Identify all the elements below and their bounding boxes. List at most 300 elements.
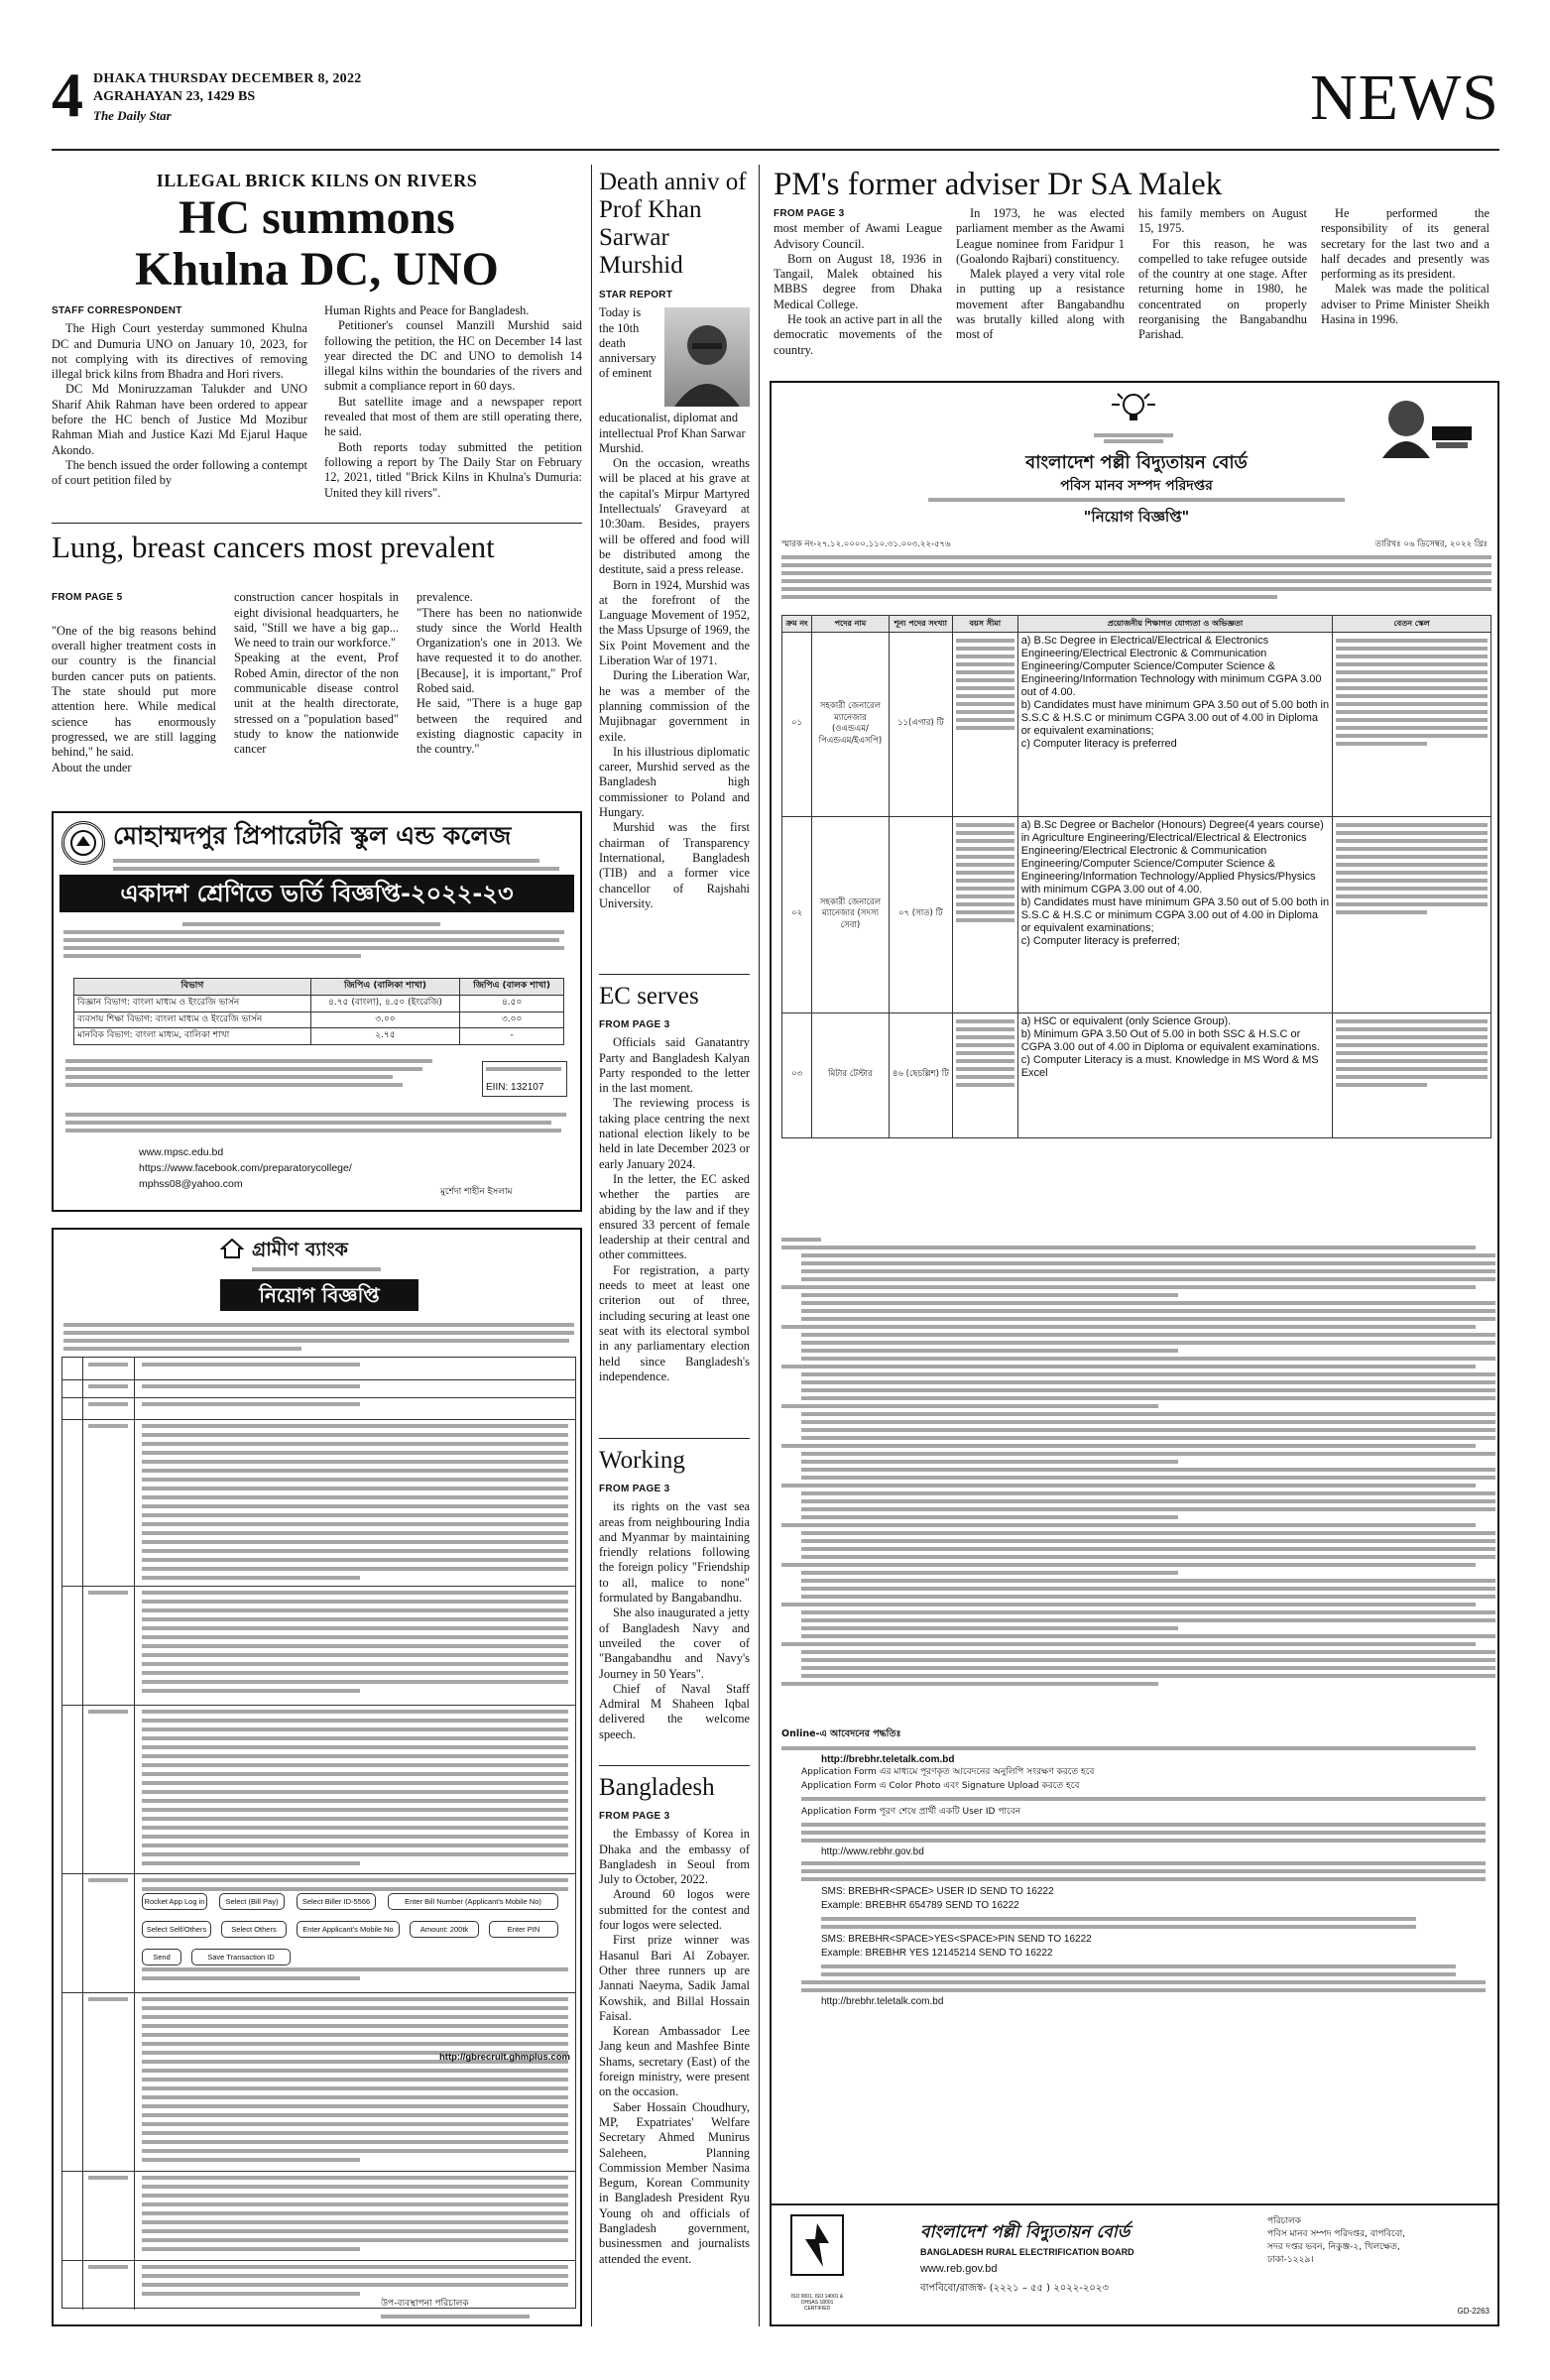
- brick-kilns-byline: STAFF CORRESPONDENT: [52, 305, 182, 316]
- grameen-text-line: [142, 1478, 568, 1482]
- grameen-text-line: [142, 1469, 568, 1473]
- grameen-text-line: [142, 1852, 568, 1856]
- condition-line: [801, 1491, 1495, 1495]
- school-name: মোহাম্মদপুর প্রিপারেটরি স্কুল এন্ড কলেজ: [113, 821, 512, 850]
- table-header: শূন্য পদের সংখ্যা: [889, 616, 952, 633]
- grameen-text-line: [142, 1442, 568, 1446]
- grameen-table-col-rule: [134, 1358, 135, 2310]
- grameen-text-line: [142, 2238, 568, 2242]
- school-notes: [65, 1055, 442, 1091]
- condition-line: [801, 1595, 1495, 1599]
- paragraph: During the Liberation War, he was a member of the planning commission of the Mujibnagar government in exile.: [599, 668, 750, 744]
- condition-line: [801, 1555, 1495, 1559]
- grameen-text-line: [142, 1626, 568, 1630]
- school-website[interactable]: www.mpsc.edu.bd: [139, 1146, 224, 1158]
- paragraph: The reviewing process is taking place centring the next national election likely to be held in late December 2023 or early January 2024.: [599, 1096, 750, 1171]
- grameen-row-rule: [62, 1992, 575, 1993]
- condition-line: [801, 1301, 1495, 1305]
- grameen-text-line: [142, 2158, 360, 2162]
- condition-line: [801, 1650, 1495, 1654]
- grameen-label-line: [88, 1997, 128, 2001]
- brick-kilns-col-1: [52, 303, 307, 489]
- paragraph: the Embassy of Korea in Dhaka and the embassy of Bangladesh in Seoul from July to October, 2022.: [599, 1827, 750, 1887]
- lung-cancer-col-1: [52, 575, 216, 790]
- signatory-address: পবিস মানব সম্পদ পরিদপ্তর, বাপবিবো,: [1267, 2229, 1406, 2239]
- qualification: a) HSC or equivalent (only Science Group).: [1020, 1014, 1232, 1027]
- reb-date: তারিখঃ ০৬ ডিসেম্বর, ২০২২ খ্রিঃ: [1374, 539, 1488, 549]
- column-rule: [759, 165, 760, 2326]
- condition-line: [801, 1587, 1495, 1591]
- grameen-text-line: [142, 1504, 568, 1508]
- reb-footer-number: বাপবিবো/রাজস্ব- (২২২১ – ৫৫ ) ২০২২-২০২৩: [920, 2283, 1109, 2294]
- grameen-signature: [381, 2293, 530, 2322]
- ec-serves-story: [599, 1017, 750, 1384]
- paragraph: Today is the 10th death anniversary of eminent educationalist, diplomat and intellectual Prof Khan Sarwar Murshid.: [599, 305, 746, 455]
- grameen-text-line: [142, 2069, 568, 2073]
- condition-line: [801, 1261, 1495, 1265]
- table-cell: ০১: [782, 632, 812, 816]
- grameen-text-line: [142, 2033, 568, 2037]
- grameen-text-line: [142, 1644, 568, 1648]
- table-cell: মানবিক বিভাগ: বাংলা মাধ্যম, বালিকা শাখা: [74, 1028, 311, 1045]
- sms-example: Example: BREBHR YES 12145214 SEND TO 16222: [821, 1948, 1053, 1959]
- paragraph: On the occasion, wreaths will be placed at his grave at the capital's Mirpur Martyred Intellectuals' Graveyard at 10:30am. Besides, prayers will be offered and food will be distributed among the destitute, said a press release.: [599, 456, 750, 577]
- grameen-text-line: [142, 2015, 568, 2019]
- condition-line: [781, 1325, 1476, 1329]
- flow-box: Rocket App Log in: [142, 1893, 207, 1910]
- section-title: NEWS: [1310, 61, 1499, 134]
- condition-line: [801, 1253, 1495, 1257]
- school-email[interactable]: mphss08@yahoo.com: [139, 1178, 243, 1190]
- working-from-page: FROM PAGE 3: [599, 1484, 670, 1494]
- grameen-row-rule: [62, 2260, 575, 2261]
- grameen-label-line: [88, 1710, 128, 1714]
- condition-line: [801, 1460, 1178, 1464]
- table-cell: ০২: [782, 816, 812, 1012]
- grameen-text-line: [142, 2113, 568, 2117]
- grameen-text-line: [142, 1844, 568, 1847]
- paragraph: prevalence. "There has been no nationwide study since the World Health Organization's one in 2013. We have requested it to do another. [Because], it is important," Prof Robed said. He said, "There is a huge gap between the required and existing diagnostic capacity in the country.": [417, 590, 582, 757]
- age-limit-cell: [952, 1012, 1017, 1137]
- grameen-text-line: [142, 1887, 568, 1891]
- condition-line: [801, 1388, 1495, 1392]
- reb-positions-table: [781, 615, 1491, 1138]
- condition-line: [781, 1444, 1476, 1448]
- paragraph: Officials said Ganatantry Party and Bangladesh Kalyan Party responded to the letter in the last moment.: [599, 1035, 750, 1096]
- grameen-text-line: [142, 1745, 568, 1749]
- grameen-label-line: [88, 2265, 128, 2269]
- grameen-text-line: [142, 2086, 568, 2090]
- grameen-text-line: [142, 1680, 568, 1684]
- paragraph: She also inaugurated a jetty of Bangladesh Navy and unveiled the cover of "Bangabandhu and Navy's Journey in 50 Years".: [599, 1606, 750, 1681]
- malek-col-4: [1321, 206, 1490, 327]
- condition-line: [781, 1484, 1476, 1488]
- grameen-text-line: [142, 2185, 568, 2189]
- paragraph: his family members on August 15, 1975.: [1138, 206, 1307, 236]
- brick-kilns-headline-1: HC summons: [179, 191, 455, 244]
- condition-line: [801, 1309, 1495, 1313]
- qualification: b) Candidates must have minimum GPA 3.50 out of 5.00 both in S.S.C & H.S.C or minimum CGPA 3.00 out of 4.00 in Diploma or equivalent examinations;: [1020, 895, 1330, 934]
- grameen-text-line: [142, 1653, 568, 1657]
- flow-box: Save Transaction ID: [191, 1949, 291, 1965]
- grameen-text-line: [142, 1540, 568, 1544]
- grameen-text-line: [142, 1727, 568, 1731]
- lung-cancer-headline: Lung, breast cancers most prevalent: [52, 530, 495, 564]
- flow-box: Enter Bill Number (Applicant's Mobile No): [388, 1893, 558, 1910]
- brick-kilns-kicker: ILLEGAL BRICK KILNS ON RIVERS: [156, 171, 478, 190]
- paragraph: In the letter, the EC asked whether the parties are abiding by the law and if they ensured 33 percent of female leadership at their central and other committees.: [599, 1171, 750, 1262]
- flow-box: Amount: 200tk: [410, 1921, 479, 1938]
- grameen-text-line: [142, 2131, 568, 2135]
- paragraph: Malek played a very vital role in putting up a resistance movement after Bangabandhu was brutally killed along with most of: [956, 267, 1125, 342]
- paragraph: Born in 1924, Murshid was at the forefront of the Language Movement of 1952, the Mass Upsurge of 1969, the Six Point Movement and the Liberation War of 1971.: [599, 577, 750, 668]
- grameen-label-line: [88, 2176, 128, 2180]
- condition-line: [801, 1412, 1495, 1416]
- reb-dept: পবিস মানব সম্পদ পরিদপ্তর: [1060, 478, 1213, 494]
- grameen-row-rule: [62, 2171, 575, 2172]
- reb-footer-board-en: BANGLADESH RURAL ELECTRIFICATION BOARD: [920, 2247, 1134, 2257]
- grameen-text-line: [142, 2202, 568, 2206]
- condition-line: [801, 1547, 1495, 1551]
- online-url[interactable]: http://www.rebhr.gov.bd: [821, 1846, 924, 1857]
- reb-title: "নিয়োগ বিজ্ঞপ্তি": [1083, 508, 1190, 526]
- paragraph: First prize winner was Hasanul Bari Al Zobayer. Other three runners up are Jannati Naeyma, Sadik Jamal Kowshik, and Billal Hossain Faisal.: [599, 1933, 750, 2023]
- table-header: বিভাগ: [74, 979, 311, 996]
- grameen-row-rule: [62, 1397, 575, 1398]
- condition-line: [801, 1333, 1495, 1337]
- age-limit-cell: [952, 816, 1017, 1012]
- grameen-text-line: [142, 1835, 568, 1839]
- condition-line: [801, 1618, 1495, 1622]
- positions-table: [781, 615, 1491, 1138]
- condition-line: [801, 1380, 1495, 1384]
- dateline: DHAKA THURSDAY DECEMBER 8, 2022: [93, 71, 362, 86]
- grameen-text-line: [142, 1635, 568, 1639]
- grameen-text-line: [142, 1384, 360, 1388]
- table-header: জিপিএ (বালিকা শাখা): [310, 979, 460, 996]
- table-cell: ২.৭৫: [310, 1028, 460, 1045]
- table-header: বয়স সীমা: [952, 616, 1017, 633]
- grameen-text-line: [142, 2095, 568, 2099]
- condition-line: [801, 1396, 1495, 1400]
- condition-line: [801, 1674, 1495, 1678]
- grameen-text-line: [142, 1460, 568, 1464]
- table-cell: মিটার টেস্টার: [811, 1012, 889, 1137]
- grameen-text-line: [142, 2140, 568, 2144]
- iso-text: ISO 9001, ISO 14001 & OHSAS 18001 CERTIFIED: [790, 2294, 844, 2312]
- grameen-row-rule: [62, 1705, 575, 1706]
- grameen-text-line: [142, 2006, 568, 2010]
- condition-line: [801, 1666, 1495, 1670]
- flow-box: Select Self/Others: [142, 1921, 211, 1938]
- table-cell: ব্যবসায় শিক্ষা বিভাগ: বাংলা মাধ্যম ও ইংরেজি ভার্সন: [74, 1012, 311, 1028]
- grameen-text-line: [142, 1754, 568, 1758]
- grameen-text-line: [142, 2229, 568, 2233]
- grameen-text-line: [142, 1719, 568, 1723]
- grameen-banner: [220, 1279, 418, 1311]
- grameen-row-rule: [62, 1419, 575, 1420]
- condition-line: [801, 1579, 1495, 1583]
- paragraph: For this reason, he was compelled to take refugee outside of the country at one stage. After returning home in 1980, he concentrated on properly reorganising the Bangabandhu Parishad.: [1138, 236, 1307, 342]
- condition-line: [801, 1428, 1495, 1432]
- grameen-text-line: [142, 2211, 568, 2215]
- malek-story: [768, 165, 1499, 373]
- condition-line: [781, 1404, 1158, 1408]
- condition-line: [801, 1293, 1178, 1297]
- paragraph: In his illustrious diplomatic career, Murshid served as the Bangladesh high commissioner to Poland and Hungary.: [599, 744, 750, 820]
- table-cell: ৪৬ (ছেচল্লিশ) টি: [889, 1012, 952, 1137]
- signatory-address: সদর দপ্তর ভবন, নিকুঞ্জ-২, খিলক্ষেত,: [1267, 2242, 1400, 2252]
- online-step: Application Form এ Color Photo এবং Signature Upload করতে হবে: [801, 1781, 1080, 1791]
- masthead: [52, 60, 1499, 145]
- grameen-label-line: [88, 1878, 128, 1882]
- online-url[interactable]: http://brebhr.teletalk.com.bd: [821, 1754, 955, 1765]
- school-eiin: EIIN: 132107: [486, 1082, 544, 1093]
- reb-footer-web[interactable]: www.reb.gov.bd: [920, 2263, 998, 2275]
- murshid-headline: Death anniv of Prof Khan Sarwar Murshid: [599, 169, 747, 279]
- sms-example: Example: BREBHR 654789 SEND TO 16222: [821, 1900, 1019, 1911]
- grameen-row-rule: [62, 1873, 575, 1874]
- condition-line: [801, 1420, 1495, 1424]
- table-cell: ৩.০০: [460, 1012, 564, 1028]
- school-facebook[interactable]: https://www.facebook.com/preparatorycollege/: [139, 1162, 352, 1174]
- paragraph: Malek was made the political adviser to Prime Minister Sheikh Hasina in 1996.: [1321, 282, 1490, 327]
- grameen-label-line: [88, 1363, 128, 1367]
- malek-from-page: FROM PAGE 3: [774, 208, 845, 219]
- grameen-text-line: [142, 1522, 568, 1526]
- table-header: প্রয়োজনীয় শিক্ষাগত যোগ্যতা ও অভিজ্ঞতা: [1017, 616, 1333, 633]
- paragraph: Human Rights and Peace for Bangladesh.: [324, 303, 530, 317]
- grameen-text-line: [142, 2247, 360, 2251]
- grameen-text-line: [142, 1495, 568, 1499]
- school-admission-ad: [52, 811, 582, 1212]
- rule: [772, 2203, 1497, 2205]
- grameen-text-line: [142, 1513, 568, 1517]
- condition-line: [801, 1468, 1495, 1472]
- condition-line: [801, 1571, 1178, 1575]
- grameen-text-line: [142, 1790, 568, 1794]
- paragraph: construction cancer hospitals in eight divisional headquarters, he said, "Still we have a big gap... We need to train our workforce." Speaking at the event, Prof Robed Amin, director of the non communicable disease control unit at the health directorate, stressed on a "population based" study to know the nationwide cancer: [234, 590, 399, 757]
- middle-column: [599, 165, 750, 2326]
- rocket-flow-diagram: [142, 1893, 568, 1972]
- column-rule: [591, 165, 592, 2326]
- school-apply-info: [65, 1109, 566, 1136]
- flow-box: Enter Applicant's Mobile No: [297, 1921, 400, 1938]
- condition-line: [781, 1246, 1476, 1250]
- gd-number: GD-2263: [1457, 2307, 1490, 2316]
- qualification: b) Candidates must have minimum GPA 3.50 out of 5.00 both in S.S.C & H.S.C or minimum CGPA 3.00 out of 4.00 in Diploma or equivalent examinations;: [1020, 698, 1330, 737]
- ec-serves-from-page: FROM PAGE 3: [599, 1019, 670, 1030]
- grameen-text-line: [142, 1689, 360, 1693]
- grameen-text-line: [142, 1781, 568, 1785]
- table-cell: ১১(এগার) টি: [889, 632, 952, 816]
- grameen-name: গ্রামীণ ব্যাংক: [252, 1239, 348, 1260]
- mujib-year-logo: [1069, 391, 1198, 446]
- condition-line: [801, 1658, 1495, 1662]
- masthead-rule: [52, 149, 1499, 151]
- reb-board-name: বাংলাদেশ পল্লী বিদ্যুতায়ন বোর্ড: [1025, 452, 1248, 473]
- grameen-text-line: [142, 1662, 568, 1666]
- lung-cancer-story: [52, 530, 582, 797]
- flow-box: Send: [142, 1949, 181, 1965]
- qualification: c) Computer Literacy is a must. Knowledge in MS Word & MS Excel: [1020, 1053, 1319, 1079]
- grameen-label-line: [88, 1384, 128, 1388]
- malek-col-3: [1138, 206, 1307, 343]
- qualification: c) Computer literacy is preferred;: [1020, 934, 1180, 947]
- condition-line: [801, 1269, 1495, 1273]
- paragraph: Saber Hossain Choudhury, MP, Expatriates' Welfare Secretary Ahmed Munirus Saleheen, Planning Commission Member Nasima Begum, Korean Community in Bangladesh President Ryu Young oh and officials of Bangladesh government, businessmen and journalists attended the event.: [599, 2099, 750, 2266]
- grameen-row-rule: [62, 1586, 575, 1587]
- grameen-text-line: [142, 2122, 568, 2126]
- grameen-text-line: [142, 2078, 568, 2082]
- condition-line: [801, 1349, 1178, 1353]
- paragraph: Korean Ambassador Lee Jang keun and Mashfee Binte Shams, secretary (East) of the foreign ministry, were present on the occasion.: [599, 2024, 750, 2099]
- table-row: [782, 1012, 1491, 1137]
- paragraph: The bench issued the order following a contempt of court petition filed by: [52, 457, 307, 488]
- condition-line: [801, 1341, 1495, 1345]
- table-header: পদের নাম: [811, 616, 889, 633]
- condition-line: [801, 1436, 1495, 1440]
- paragraph: Murshid was the first chairman of Transparency International, Bangladesh (TIB) and a former vice chancellor of Rajshahi University.: [599, 820, 750, 910]
- condition-line: [781, 1563, 1476, 1567]
- table-cell: ৩.০০: [310, 1012, 460, 1028]
- table-cell: সহকারী জেনারেল ম্যানেজার (সদস্য সেবা): [811, 816, 889, 1012]
- qualification: a) B.Sc Degree in Electrical/Electrical & Electronics Engineering/Electrical Electronic & Communication Engineering/Computer Science/Computer Science & Engineering/Information Technology with minimum CGPA 3.00 out of 4.00.: [1020, 634, 1322, 698]
- bangladesh-story: [599, 1809, 750, 2267]
- table-cell: বিজ্ঞান বিভাগ: বাংলা মাধ্যম ও ইংরেজি ভার্সন: [74, 995, 311, 1012]
- condition-line: [801, 1317, 1495, 1321]
- grameen-text-line: [142, 1591, 568, 1595]
- condition-line: [801, 1357, 1495, 1361]
- signatory-address: ঢাকা-১২২৯।: [1267, 2255, 1314, 2265]
- sms-format: SMS: BREBHR<SPACE> USER ID SEND TO 16222: [821, 1886, 1054, 1897]
- bangladesh-headline: Bangladesh: [599, 1774, 715, 1801]
- grameen-apply-url[interactable]: http://gbrecruit.ghmplus.com: [439, 2052, 570, 2063]
- condition-line: [801, 1507, 1495, 1511]
- table-row: [782, 632, 1491, 816]
- online-step: Application Form পূরণ শেষে প্রার্থী একটি User ID পাবেন: [801, 1807, 1021, 1817]
- bulb-icon: [1104, 391, 1163, 426]
- condition-line: [801, 1499, 1495, 1503]
- reb-subtitle: [920, 494, 1353, 506]
- malek-headline: PM's former adviser Dr SA Malek: [774, 167, 1223, 202]
- grameen-text-line: [142, 1799, 568, 1803]
- paragraph: Both reports today submitted the petition following a report by The Daily Star on February 12, 2021, titled "Brick Kilns in Khulna's Dumuria: United they kill rivers".: [324, 439, 582, 500]
- table-cell: ৪.৫০: [460, 995, 564, 1012]
- condition-line: [781, 1285, 1476, 1289]
- murshid-photo: [664, 307, 750, 407]
- lung-cancer-col-3: [417, 575, 582, 773]
- grameen-label-line: [88, 1424, 128, 1428]
- grameen-text-line: [142, 2104, 568, 2108]
- paragraph: its rights on the vast sea areas from neighbouring India and Myanmar by maintaining friendly relations following the foreign policy "Friendship to all, malice to none" formulated by Bangabandhu.: [599, 1499, 750, 1606]
- grameen-text-line: [142, 1997, 568, 2001]
- table-row: [782, 816, 1491, 1012]
- grameen-text-line: [142, 1617, 568, 1621]
- online-url[interactable]: http://brebhr.teletalk.com.bd: [821, 1996, 944, 2007]
- school-gpa-table: [73, 978, 564, 1045]
- grameen-table: [61, 1357, 576, 2309]
- online-step: Application Form এর মাধ্যমে পূরণকৃত আবেদনের অনুলিপি সংরক্ষণ করতে হবে: [801, 1767, 1095, 1777]
- grameen-text-line: [142, 1608, 568, 1612]
- grameen-text-line: [142, 2149, 568, 2153]
- paragraph: most member of Awami League Advisory Council.: [774, 221, 942, 251]
- grameen-text-line: [142, 1576, 360, 1580]
- ec-serves-headline: EC serves: [599, 983, 699, 1010]
- grameen-text-line: [142, 2194, 568, 2198]
- school-eiin-box: [482, 1061, 567, 1097]
- grameen-text-line: [142, 1487, 568, 1490]
- table-cell: সহকারী জেনারেল ম্যানেজার (ওএন্ডএম/পিএন্ডএম/ইএসপি): [811, 632, 889, 816]
- grameen-text-line: [142, 2274, 568, 2278]
- condition-line: [781, 1523, 1476, 1527]
- grameen-text-line: [142, 1826, 568, 1830]
- reb-footer-board-bn: বাংলাদেশ পল্লী বিদ্যুতায়ন বোর্ড: [920, 2222, 1131, 2242]
- grameen-text-line: [142, 2283, 568, 2287]
- grameen-text-line: [142, 1710, 568, 1714]
- grameen-text-line: [142, 1817, 568, 1821]
- grameen-text-line: [142, 1451, 568, 1455]
- table-cell: ৪.৭৫ (বাংলা), ৪.৫০ (ইংরেজি): [310, 995, 460, 1012]
- table-cell: -: [460, 1028, 564, 1045]
- murshid-story: [599, 288, 750, 911]
- bangladesh-from-page: FROM PAGE 3: [599, 1811, 670, 1822]
- condition-line: [801, 1626, 1178, 1630]
- school-signature: মুর্শেদা শাহীন ইসলাম: [440, 1187, 513, 1197]
- paragraph: But satellite image and a newspaper report revealed that most of them are still operating there, he said.: [324, 394, 582, 439]
- brick-kilns-story: [52, 165, 582, 512]
- qualification-cell: [1017, 816, 1333, 1012]
- paragraph: Petitioner's counsel Manzill Murshid said following the petition, the HC on December 14 last year directed the DC and UNO to demolish 14 illegal kilns within the boundaries of the rivers and submit a compliance report in 60 days.: [324, 318, 582, 394]
- qualification: b) Minimum GPA 3.50 Out of 5.00 in both SSC & H.S.C or CGPA 3.00 out of 4.00 in Diploma or equivalent examinations.: [1020, 1027, 1320, 1053]
- rule: [599, 974, 750, 975]
- condition-line: [801, 1531, 1495, 1535]
- paragraph: "One of the big reasons behind overall higher treatment costs in our country is the financial burden cancer puts on patients. The state should put more attention here. While medical science has enormously progressed, we are still lagging behind," he said. About the under: [52, 623, 216, 774]
- malek-col-1: [774, 206, 942, 358]
- condition-line: [781, 1642, 1476, 1646]
- paragraph: Around 60 logos were submitted for the contest and four logos were selected.: [599, 1887, 750, 1933]
- pay-scale-cell: [1333, 816, 1491, 1012]
- conditions-list: [781, 1246, 1491, 1686]
- condition-line: [801, 1277, 1495, 1281]
- grameen-text-line: [142, 1600, 568, 1604]
- table-cell: ০৭ (সাত) টি: [889, 816, 952, 1012]
- qualification: a) B.Sc Degree or Bachelor (Honours) Degree(4 years course) in Agriculture Engineering/Electrical/Electrical & Electronics Engineering/Electrical Electronic & Communication Engineering/Computer Science/Computer Science & Engineering/Information Technology/Applied Physics/Physics with minimum CGPA 3.00 out of 4.00.: [1020, 818, 1324, 895]
- reb-memo-no: স্মারক নং-২৭.১২.০০০০.১১০.৩১.০০৩.২২-৫৭৬: [781, 539, 951, 549]
- grameen-text-line: [142, 1736, 568, 1740]
- grameen-text-line: [142, 1549, 568, 1553]
- flow-box: Select Others: [221, 1921, 287, 1938]
- grameen-text-line: [142, 1424, 568, 1428]
- qualification: c) Computer literacy is preferred: [1020, 737, 1177, 750]
- qualification-cell: [1017, 1012, 1333, 1137]
- grameen-address: [252, 1263, 381, 1275]
- grameen-text-line: [142, 1363, 360, 1367]
- online-procedure-title: Online-এ আবেদনের পদ্ধতিঃ: [781, 1728, 901, 1739]
- lung-cancer-col-2: [234, 575, 399, 773]
- murshid-byline: STAR REPORT: [599, 290, 673, 300]
- reb-footer-signature: [1267, 2215, 1486, 2267]
- reb-logo-icon: [789, 2213, 845, 2289]
- working-headline: Working: [599, 1447, 685, 1474]
- grameen-text-line: [142, 1772, 568, 1776]
- signatory-title: পরিচালক: [1267, 2216, 1302, 2226]
- grameen-intro: [63, 1319, 574, 1355]
- grameen-text-line: [142, 1402, 360, 1406]
- grameen-text-line: [142, 1763, 568, 1767]
- school-logo: [61, 821, 105, 865]
- table-header: ক্রম নং: [782, 616, 812, 633]
